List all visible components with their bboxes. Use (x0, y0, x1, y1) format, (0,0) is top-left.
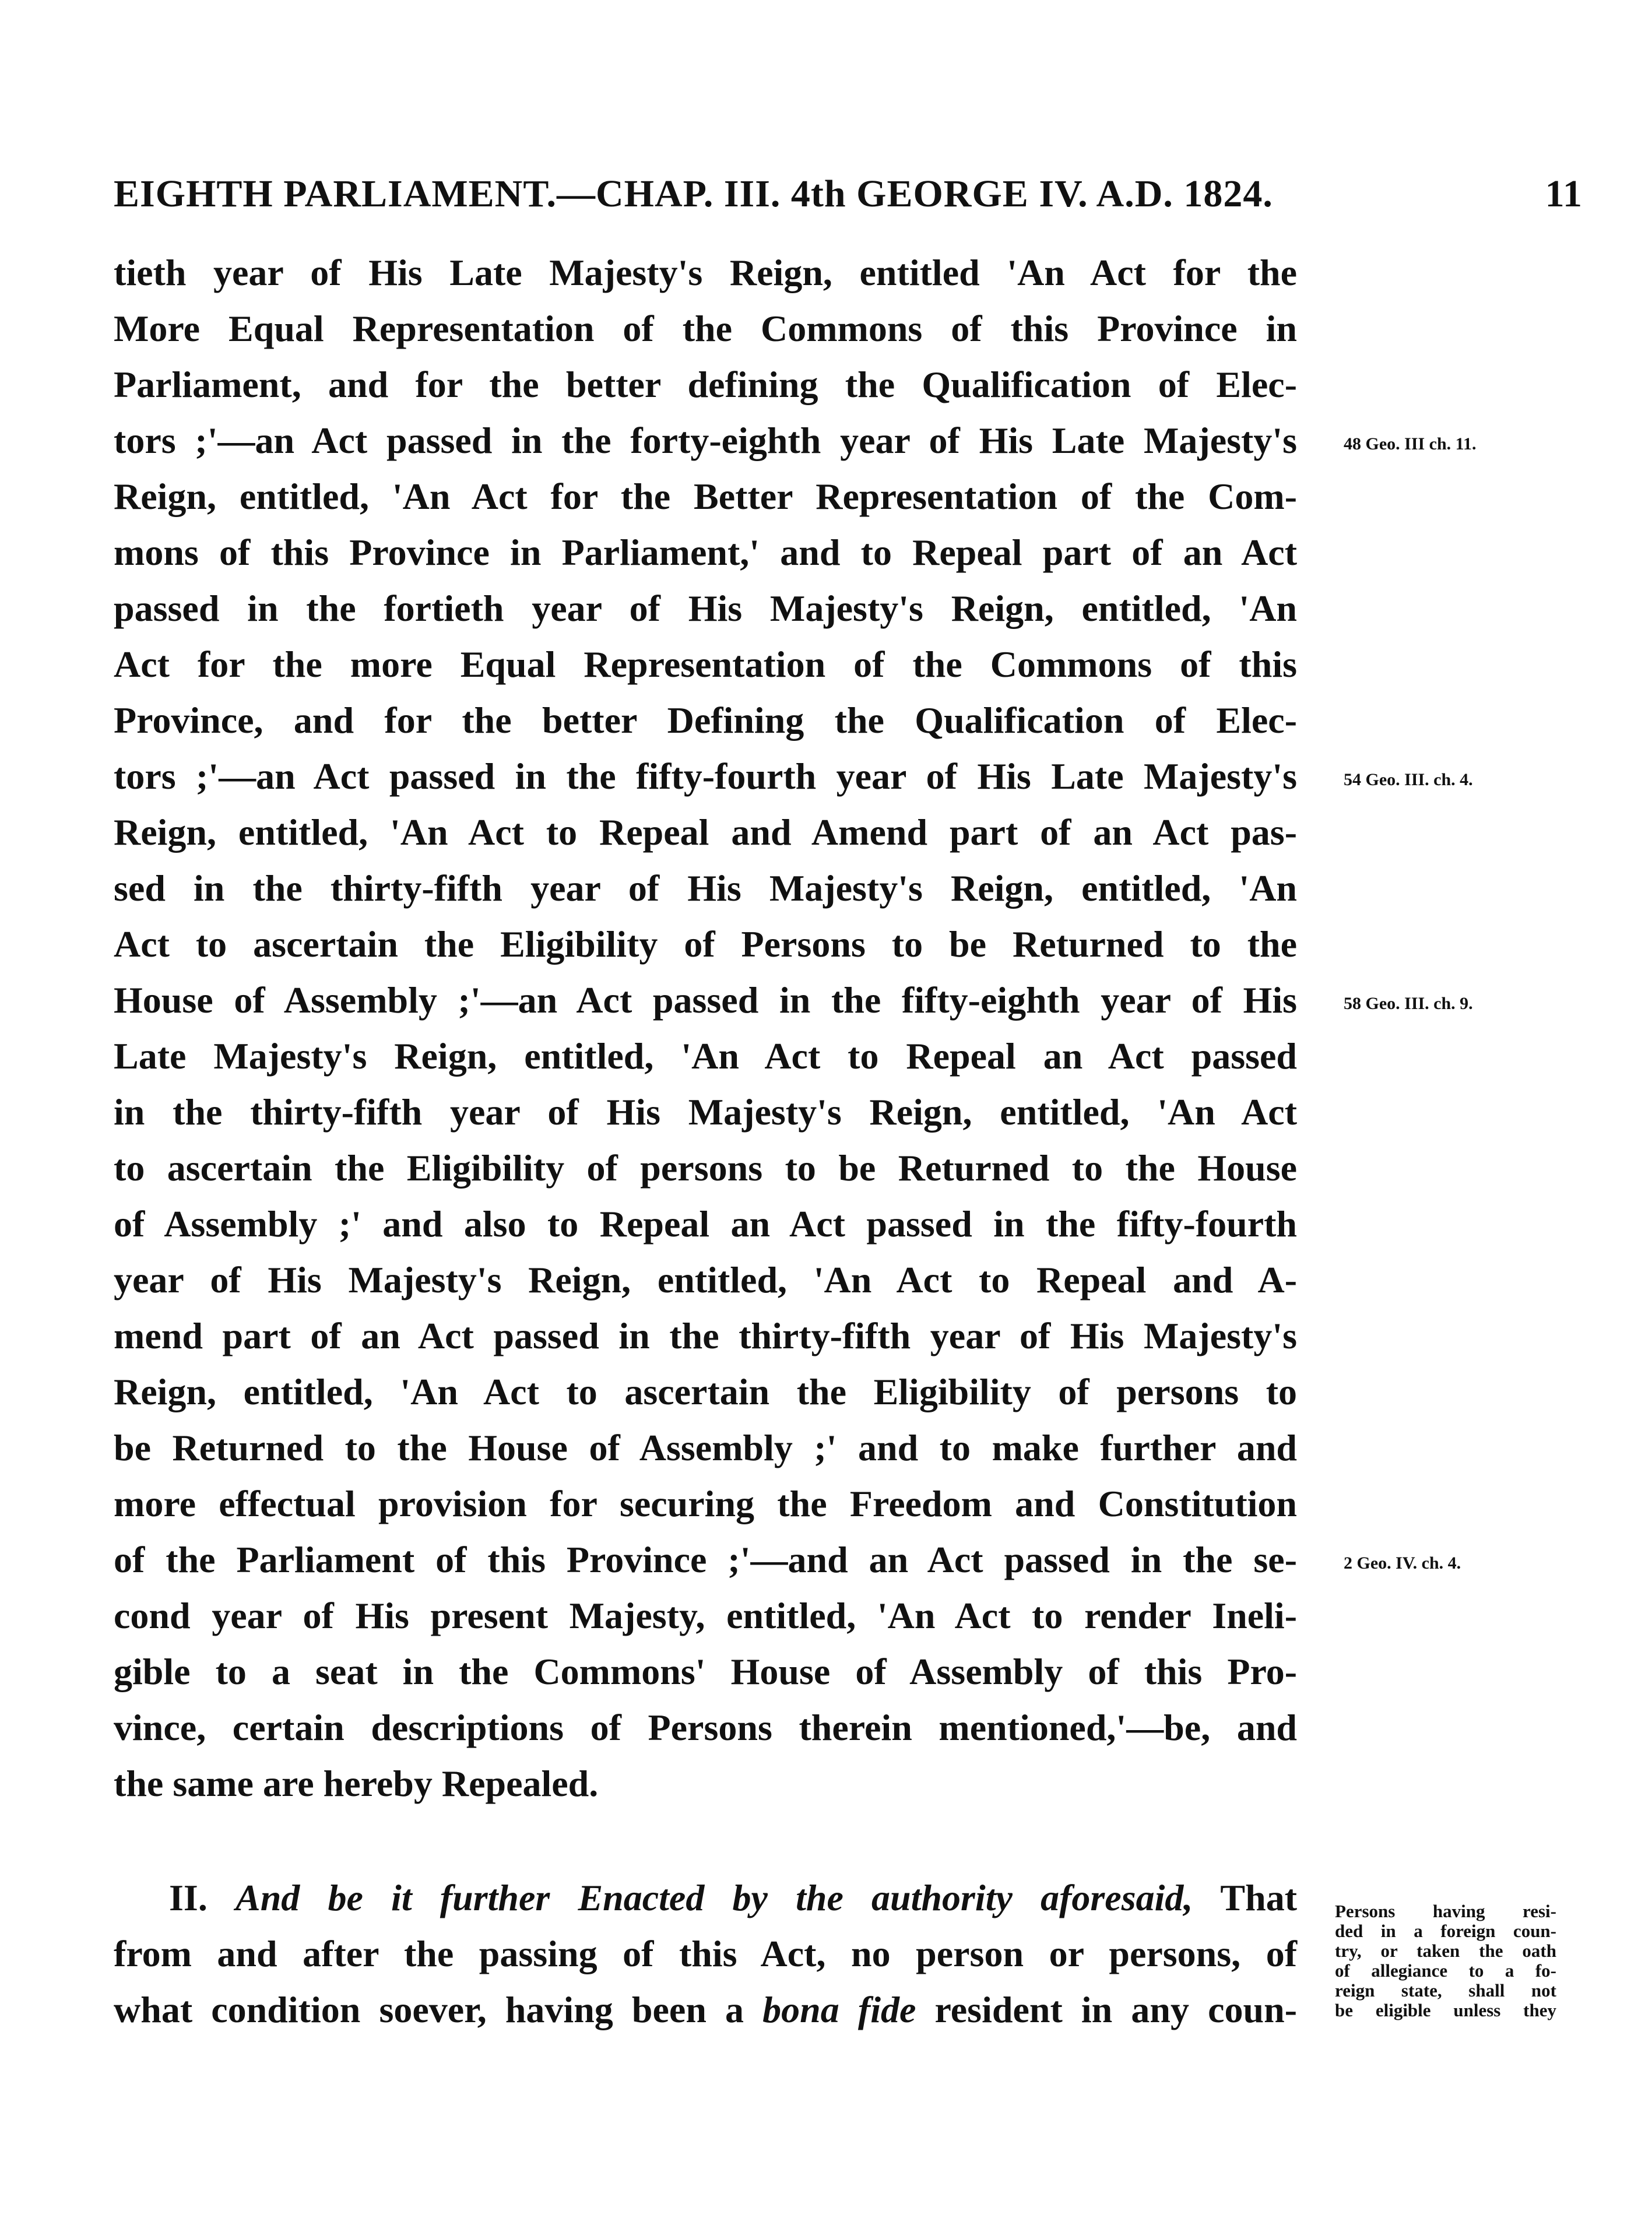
text-line: Act for the more Equal Representation of the Commons of this (114, 644, 1297, 685)
text-line: tors ;'—an Act passed in the fifty-fourth year of His Late Majesty's (114, 755, 1297, 797)
text-line: tors ;'—an Act passed in the forty-eighth year of His Late Majesty's (114, 420, 1297, 461)
text-line: Late Majesty's Reign, entitled, 'An Act to Repeal an Act passed (114, 1035, 1297, 1077)
text-line: House of Assembly ;'—an Act passed in the fifty-eighth year of His (114, 979, 1297, 1021)
text-line: of Assembly ;' and also to Repeal an Act passed in the fifty-fourth (114, 1203, 1297, 1245)
page-header (114, 172, 1583, 230)
text-line: to ascertain the Eligibility of persons to be Returned to the House (114, 1147, 1297, 1189)
text-line: Reign, entitled, 'An Act to Repeal and Amend part of an Act pas- (114, 811, 1297, 853)
text-line: Act to ascertain the Eligibility of Persons to be Returned to the (114, 923, 1297, 965)
side-note-line: of allegiance to a fo- (1335, 1960, 1556, 1981)
text-line: mend part of an Act passed in the thirty-fifth year of His Majesty's (114, 1315, 1297, 1356)
side-note-line: Persons having resi- (1335, 1901, 1556, 1921)
section-line: from and after the passing of this Act, no person or persons, of (114, 1933, 1297, 1974)
margin-note-citation: 58 Geo. III. ch. 9. (1344, 994, 1473, 1013)
text-line: vince, certain descriptions of Persons therein mentioned,'—be, and (114, 1707, 1297, 1748)
margin-note-citation: 2 Geo. IV. ch. 4. (1344, 1553, 1461, 1573)
section-text: what condition soever, having been a (114, 1989, 763, 2030)
paragraph-gap (114, 1812, 1297, 1870)
side-note-line: ded in a foreign coun- (1335, 1921, 1556, 1941)
section-text: resident in any coun- (916, 1989, 1297, 2030)
margin-note-citation: 48 Geo. III ch. 11. (1344, 434, 1477, 454)
section-line (114, 1982, 1297, 2038)
text-line: sed in the thirty-fifth year of His Majesty's Reign, entitled, 'An (114, 867, 1297, 909)
text-line: of the Parliament of this Province ;'—and an Act passed in the se- (114, 1539, 1297, 1580)
text-line: Province, and for the better Defining the Qualification of Elec- (114, 700, 1297, 741)
section-italic-term: bona fide (762, 1989, 916, 2030)
text-line: Reign, entitled, 'An Act to ascertain the Eligibility of persons to (114, 1371, 1297, 1412)
side-note-line: reign state, shall not (1335, 1980, 1556, 2001)
running-head: EIGHTH PARLIAMENT.—CHAP. III. 4th GEORGE IV. A.D. 1824. (114, 173, 1273, 215)
side-note-line: try, or taken the oath (1335, 1941, 1556, 1961)
side-note-line: be eligible unless they (1335, 2000, 1556, 2020)
section-enacting-phrase: And be it further Enacted by the authority aforesaid, (236, 1877, 1193, 1918)
text-line: more effectual provision for securing the Freedom and Constitution (114, 1483, 1297, 1524)
text-line: the same are hereby Repealed. (114, 1763, 599, 1804)
text-line: Reign, entitled, 'An Act for the Better Representation of the Com- (114, 476, 1297, 517)
text-line: More Equal Representation of the Commons of this Province in (114, 308, 1297, 349)
section-line-tail: That (1193, 1877, 1298, 1918)
text-line: gible to a seat in the Commons' House of Assembly of this Pro- (114, 1651, 1297, 1692)
margin-note-citation: 54 Geo. III. ch. 4. (1344, 770, 1473, 789)
text-line: tieth year of His Late Majesty's Reign, entitled 'An Act for the (114, 252, 1297, 293)
section-first-line (114, 1870, 1297, 1926)
text-line: mons of this Province in Parliament,' and to Repeal part of an Act (114, 532, 1297, 573)
body-text (114, 245, 1297, 2038)
text-line: be Returned to the House of Assembly ;' and to make further and (114, 1427, 1297, 1468)
text-line: year of His Majesty's Reign, entitled, 'An Act to Repeal and A- (114, 1259, 1297, 1300)
text-line: Parliament, and for the better defining the Qualification of Elec- (114, 364, 1297, 405)
text-line: in the thirty-fifth year of His Majesty's Reign, entitled, 'An Act (114, 1091, 1297, 1133)
page-number: 11 (1545, 173, 1583, 215)
section-number: II. (169, 1877, 208, 1918)
text-line: passed in the fortieth year of His Majesty's Reign, entitled, 'An (114, 588, 1297, 629)
text-line: cond year of His present Majesty, entitled, 'An Act to render Ineli- (114, 1595, 1297, 1636)
side-note (1335, 1901, 1556, 2020)
